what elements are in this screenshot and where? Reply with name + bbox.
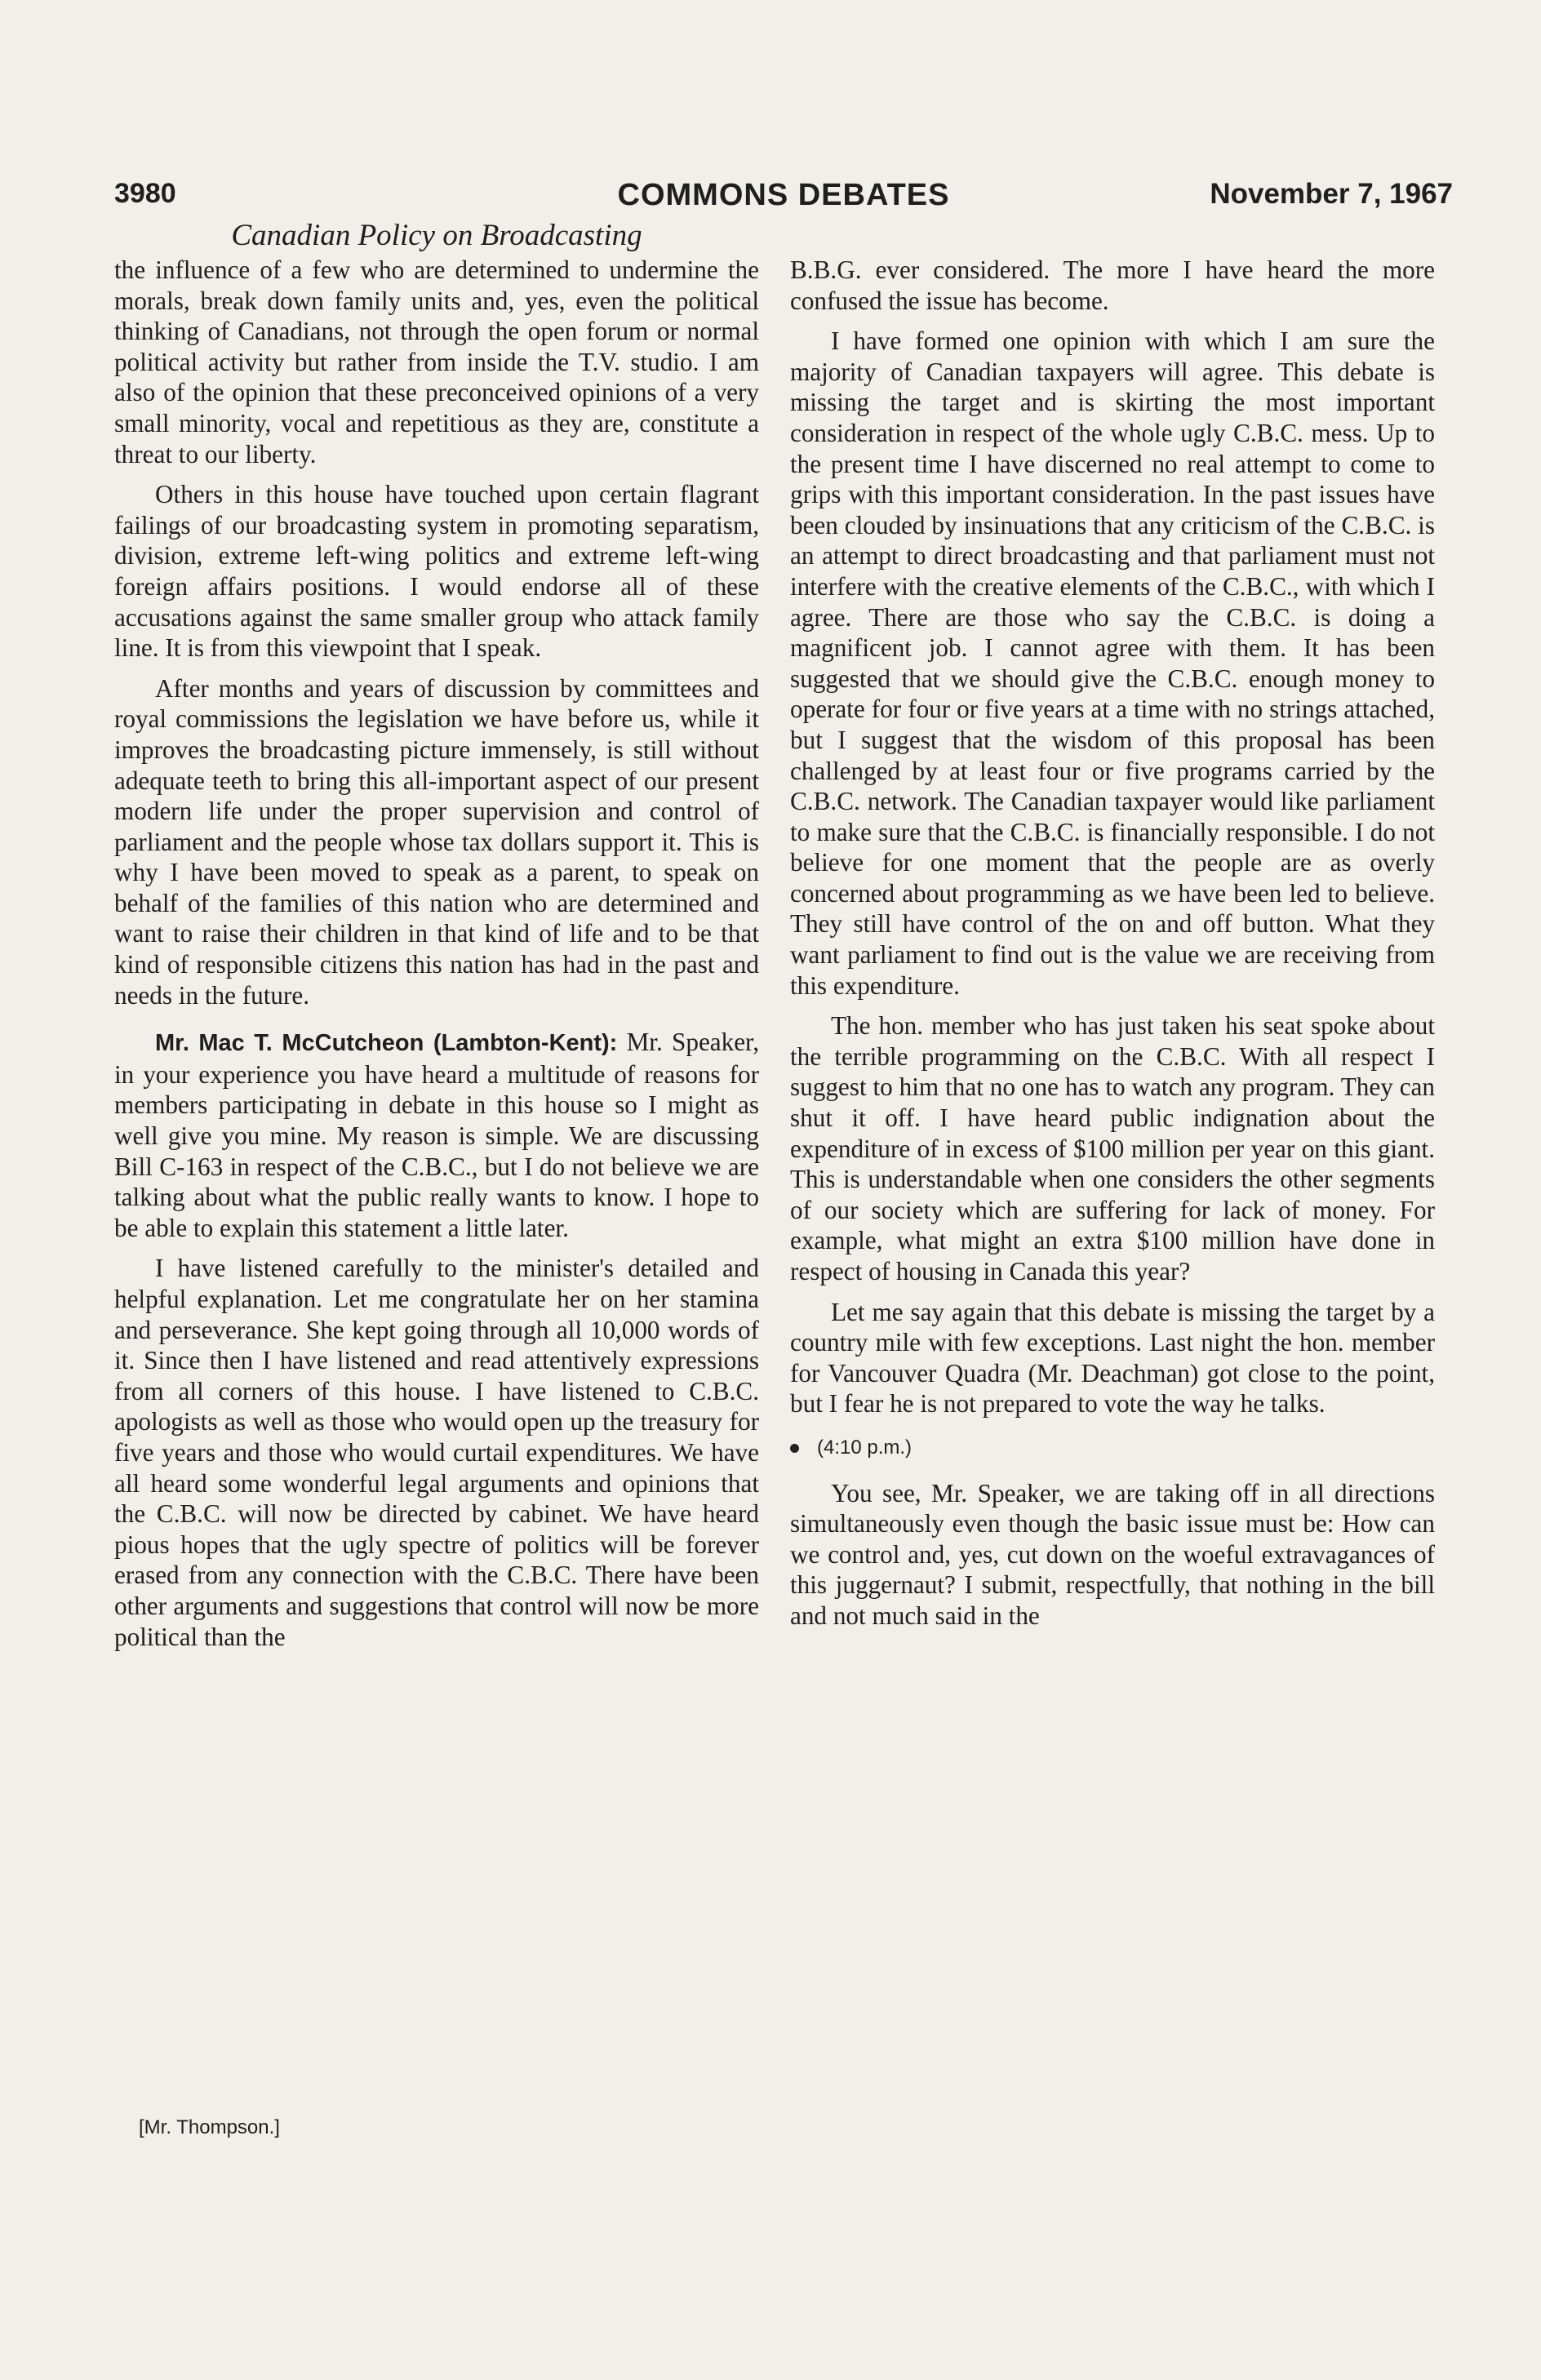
paragraph: B.B.G. ever considered. The more I have heard the more confused the issue has become.	[790, 255, 1435, 315]
speaker-paragraph	[114, 1027, 759, 1243]
publication-date: November 7, 1967	[1210, 178, 1453, 210]
paragraph: Let me say again that this debate is missing the target by a country mile with few exceptions. Last night the hon. member for Vancouver Quadra (Mr. Deachman) got close to the point, but I fear he is not prepared to vote the way he talks.	[790, 1297, 1435, 1419]
paragraph: I have formed one opinion with which I am sure the majority of Canadian taxpayers will agree. This debate is missing the target and is skirting the most important consideration in respect of the whole ugly C.B.C. mess. Up to the present time I have discerned no real attempt to come to grips with this important consideration. In the past issues have been clouded by insinuations that any criticism of the C.B.C. is an attempt to direct broadcasting and that parliament must not interfere with the creative elements of the C.B.C., with which I agree. There are those who say the C.B.C. is doing a magnificent job. I cannot agree with them. It has been suggested that we should give the C.B.C. enough money to operate for four or five years at a time with no strings attached, but I suggest that the wisdom of this proposal has been challenged by at least four or five programs carried by the C.B.C. network. The Canadian taxpayer would like parliament to make sure that the C.B.C. is financially responsible. I do not believe for one moment that the people are as overly concerned about programming as we have been led to believe. They still have control of the on and off button. What they want parliament to find out is the value we are receiving from this expenditure.	[790, 326, 1435, 1000]
page-header	[114, 178, 1453, 219]
timestamp-text: (4:10 p.m.)	[817, 1436, 913, 1459]
page-number: 3980	[114, 178, 176, 209]
paragraph: I have listened carefully to the minister's detailed and helpful explanation. Let me congratulate her on her stamina and perseverance. She kept going through all 10,000 words of it. Since then I have listened and read attentively expressions from all corners of this house. I have listened to C.B.C. apologists as well as those who would open up the treasury for five years and those who would curtail expenditures. We have all heard some wonderful legal arguments and opinions that the C.B.C. will now be directed by cabinet. We have heard pious hopes that the ugly spectre of politics will be forever erased from any connection with the C.B.C. There have been other arguments and suggestions that control will now be more political than the	[114, 1254, 759, 1651]
paragraph: the influence of a few who are determined to undermine the morals, break down family units and, yes, even the political thinking of Canadians, not through the open forum or normal political activity but rather from inside the T.V. studio. I am also of the opinion that these preconceived opinions of a very small minority, vocal and repetitious as they are, constitute a threat to our liberty.	[114, 255, 759, 468]
speaker-name: Mr. Mac T. McCutcheon (Lambton-Kent):	[155, 1030, 618, 1057]
paragraph: After months and years of discussion by committees and royal commissions the legislation we have before us, while it improves the broadcasting picture immensely, is still without adequate teeth to bring this all-important aspect of our present modern life under the proper supervision and control of parliament and the people whose tax dollars support it. This is why I have been moved to speak as a parent, to speak on behalf of the families of this nation who are determined and want to raise their children in that kind of life and to be that kind of responsible citizens this nation has had in the past and needs in the future.	[114, 673, 759, 1010]
speech-text: Mr. Speaker, in your experience you have heard a multitude of reasons for members participating in debate in this house so I might as well give you mine. My reason is simple. We are discussing Bill C-163 in respect of the C.B.C., but I do not believe we are talking about what the public really wants to know. I hope to be able to explain this statement a little later.	[114, 1028, 759, 1242]
bullet-icon	[790, 1444, 799, 1453]
paragraph: Others in this house have touched upon certain flagrant failings of our broadcasting system in promoting separatism, division, extreme left-wing politics and extreme left-wing foreign affairs positions. I would endorse all of these accusations against the same smaller group who attack family line. It is from this viewpoint that I speak.	[114, 480, 759, 663]
publication-title: COMMONS DEBATES	[617, 178, 950, 212]
right-column	[790, 255, 1435, 1632]
left-column	[114, 255, 759, 1652]
time-marker	[790, 1432, 1435, 1463]
paragraph: The hon. member who has just taken his seat spoke about the terrible programming on the C.B.C. With all respect I suggest to him that no one has to watch any program. They can shut it off. I have heard public indignation about the expenditure of in excess of $100 million per year on this giant. This is understandable when one considers the other segments of our society which are suffering for lack of money. For example, what might an extra $100 million have done in respect of housing in Canada this year?	[790, 1011, 1435, 1285]
section-subheading: Canadian Policy on Broadcasting	[231, 219, 642, 252]
paragraph: You see, Mr. Speaker, we are taking off in all directions simultaneously even though the basic issue must be: How can we control and, yes, cut down on the woeful extravagances of this juggernaut? I submit, respectfully, that nothing in the bill and not much said in the	[790, 1478, 1435, 1630]
speaker-footnote: [Mr. Thompson.]	[139, 2116, 280, 2138]
